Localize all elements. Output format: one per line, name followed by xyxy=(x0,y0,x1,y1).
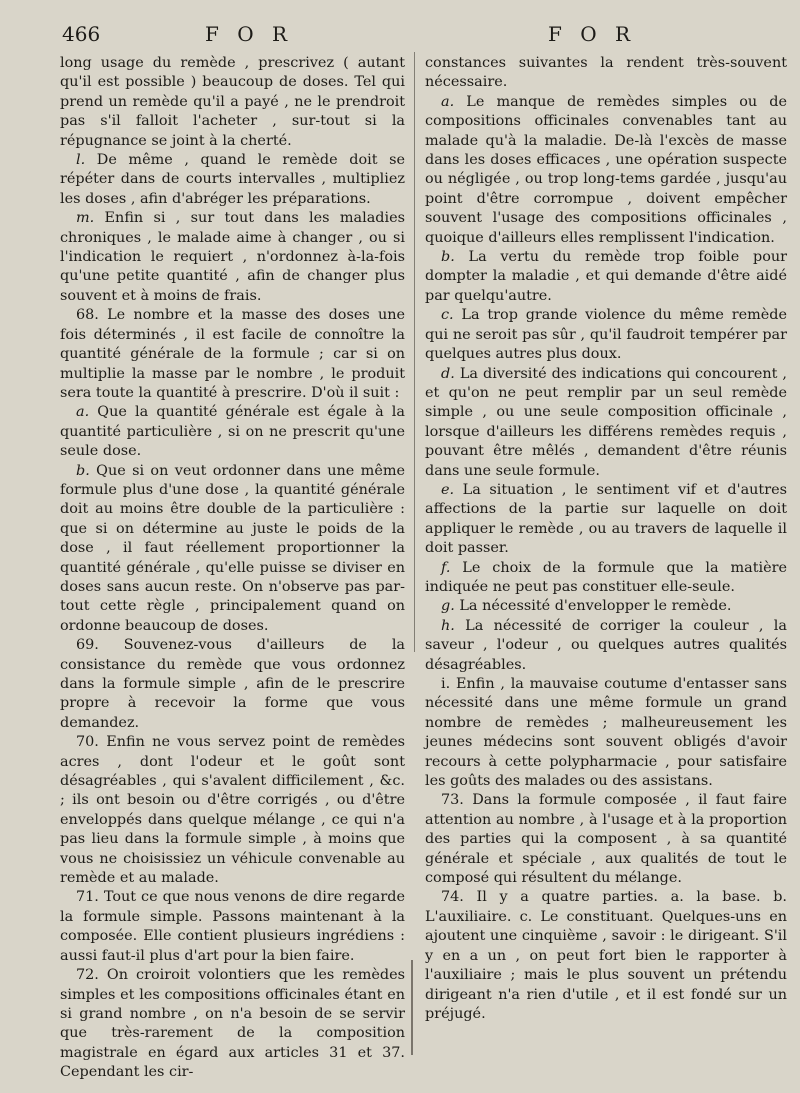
paragraph: a. Le manque de remèdes simples ou de compositions officinales convenables tant au malade qu'à la maladie. De-là l'excès de masse dans les doses efficaces , une opération suspecte ou négligée , ou trop long-tems gardée , jusqu'au point d'être corrompue , doivent empêcher souvent l'usage des compositions officinales , quoique d'ailleurs elles remplissent l'indication. xyxy=(425,93,787,246)
running-head-right: F O R xyxy=(548,22,637,46)
paragraph: 72. On croiroit volontiers que les remèdes simples et les compositions officinales étant en si grand nombre , on n'a besoin de se servir que très-rarement de la composition magistrale en égard aux articles 31 et 37. Cependant les cir- xyxy=(60,967,405,1081)
paragraph: m. Enfin si , sur tout dans les maladies chroniques , le malade aime à changer , ou si l'indication le requiert , n'ordonnez à-la-fois qu'une petite quantité , afin de changer plus souvent et à moins de frais. xyxy=(60,210,405,304)
paragraph: h. La nécessité de corriger la couleur , la saveur , l'odeur , ou quelques autres qualités désagréables. xyxy=(425,617,787,673)
paragraph: a. Que la quantité générale est égale à la quantité particulière , si on ne prescrit qu'une seule dose. xyxy=(60,404,405,460)
paragraph: g. La nécessité d'envelopper le remède. xyxy=(441,598,732,615)
paragraph: e. La situation , le sentiment vif et d'autres affections de la partie sur laquelle on doit appliquer le remède , ou au travers de laquelle il doit passer. xyxy=(425,481,787,557)
paragraph: 68. Le nombre et la masse des doses une fois déterminés , il est facile de connoître la quantité générale de la formule ; car si on multiplie la masse par le nombre , le produit sera toute la quantité à prescrire. D'où il suit : xyxy=(60,307,405,401)
left-column xyxy=(60,54,405,1083)
paragraph: c. La trop grande violence du même remède qui ne seroit pas sûr , qu'il faudroit tempérer par quelques autres plus doux. xyxy=(425,307,787,363)
paragraph: 71. Tout ce que nous venons de dire regarde la formule simple. Passons maintenant à la composée. Elle contient plusieurs ingrédiens : aussi faut-il plus d'art pour la bien faire. xyxy=(60,889,405,964)
paragraph: 69. Souvenez-vous d'ailleurs de la consistance du remède que vous ordonnez dans la formule simple , afin de le prescrire propre à recevoir la forme que vous demandez. xyxy=(60,637,405,731)
paragraph: i. Enfin , la mauvaise coutume d'entasser sans nécessité dans une même formule un grand nombre de remèdes ; malheureusement les jeunes médecins sont souvent obligés d'avoir recours à cette polypharmacie , pour satisfaire les goûts des malades ou des assistans. xyxy=(425,676,787,790)
column-divider-lower xyxy=(411,960,413,1055)
paragraph: f. Le choix de la formule que la matière indiquée ne peut pas constituer elle-seule. xyxy=(425,559,787,595)
paragraph: b. Que si on veut ordonner dans une même formule plus d'une dose , la quantité générale doit au moins être double de la particulière : que si on détermine au juste le poids de la dose , il faut réellement proportionner la quantité générale , qu'elle puisse se diviser en doses sans aucun reste. On n'observe pas par-tout cette règle , principalement quand on ordonne beaucoup de doses. xyxy=(60,462,405,634)
right-column xyxy=(425,54,787,1024)
column-divider xyxy=(414,52,415,652)
paragraph: long usage du remède , prescrivez ( autant qu'il est possible ) beaucoup de doses. Tel qui prend un remède qu'il a payé , ne le prendroit pas s'il falloit l'acheter , sur-tout si la répugnance se joint à la cherté. xyxy=(60,55,405,149)
paragraph: constances suivantes la rendent très-souvent nécessaire. xyxy=(425,55,787,91)
running-header xyxy=(0,22,800,52)
running-head-left: F O R xyxy=(205,22,294,46)
paragraph: d. La diversité des indications qui concourent , et qu'on ne peut remplir par un seul remède simple , ou une seule composition officinale , lorsque d'ailleurs les différens remèdes requis , pouvant être mêlés , demandent d'être réunis dans une seule formule. xyxy=(425,365,787,479)
paragraph: 74. Il y a quatre parties. a. la base. b. L'auxiliaire. c. Le constituant. Quelques-uns en ajoutent une cinquième , savoir : le dirigeant. S'il y en a un , on peut fort bien le rapporter à l'auxiliaire ; mais le plus souvent un prétendu dirigeant n'a rien d'utile , et il est fondé sur un préjugé. xyxy=(425,889,787,1022)
page-number: 466 xyxy=(62,22,101,46)
paragraph: 73. Dans la formule composée , il faut faire attention au nombre , à l'usage et à la proportion des parties qui la composent , à sa quantité générale et spéciale , aux qualités de tout le composé qui résultent du mélange. xyxy=(425,792,787,887)
paragraph: b. La vertu du remède trop foible pour dompter la maladie , et qui demande d'être aidé par quelqu'autre. xyxy=(425,249,787,304)
paragraph: l. De même , quand le remède doit se répéter dans de courts intervalles , multipliez les doses , afin d'abréger les préparations. xyxy=(60,152,405,207)
paragraph: 70. Enfin ne vous servez point de remèdes acres , dont l'odeur et le goût sont désagréables , qui s'avalent difficilement , &c. ; ils ont besoin ou d'être corrigés , ou d'être enveloppés dans quelque mélange , ce qui n'a pas lieu dans la formule simple , à moins que vous ne choisissiez un véhicule convenable au remède et au malade. xyxy=(60,734,405,887)
